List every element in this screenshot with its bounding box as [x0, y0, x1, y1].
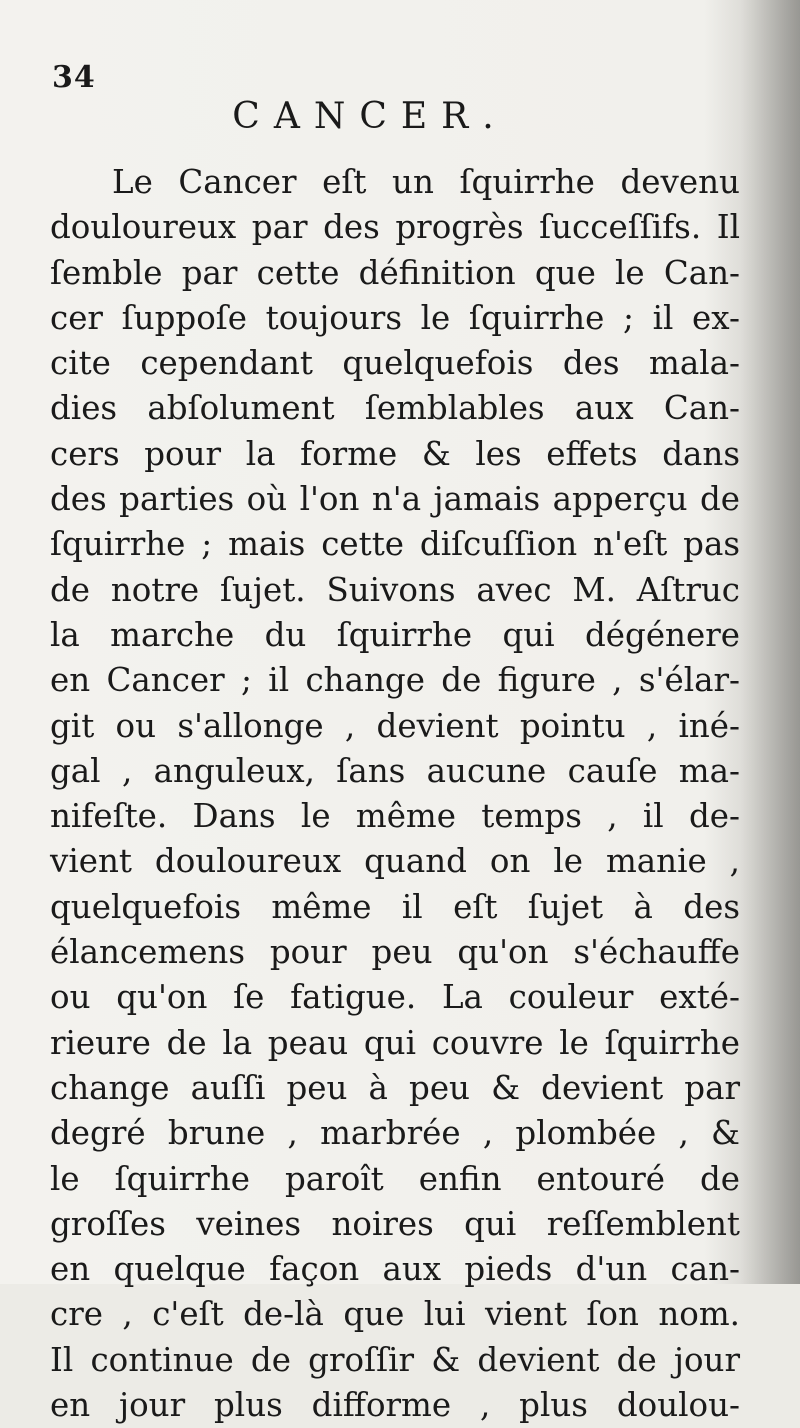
text-line: cre , c'eſt de-là que lui vient ſon nom.	[50, 1295, 740, 1334]
text-line: groſſes veines noires qui reſſemblent	[50, 1204, 740, 1243]
text-line: rieure de la peau qui couvre le ſquirrhe	[50, 1023, 740, 1062]
binding-shadow	[740, 0, 800, 1284]
text-line: gal , anguleux, ſans aucune cauſe ma-	[50, 751, 740, 790]
text-line: cer ſuppoſe toujours le ſquirrhe ; il ex-	[50, 298, 740, 337]
text-line: change auſſi peu à peu & devient par	[50, 1068, 740, 1107]
text-line: vient douloureux quand on le manie ,	[50, 842, 740, 881]
text-line: nifeſte. Dans le même temps , il de-	[50, 797, 740, 836]
text-line: cers pour la forme & les effets dans	[50, 434, 740, 473]
text-line: de notre ſujet. Suivons avec M. Aſtruc	[50, 570, 740, 609]
page-number: 34	[52, 60, 96, 95]
text-line: ſquirrhe ; mais cette diſcuſſion n'eſt pas	[50, 525, 740, 564]
text-line: des parties où l'on n'a jamais apperçu de	[50, 480, 740, 519]
text-line: la marche du ſquirrhe qui dégénere	[50, 615, 740, 654]
text-line: quelquefois même il eſt ſujet à des	[50, 887, 740, 926]
text-line: cite cependant quelquefois des mala-	[50, 344, 740, 383]
text-line: en jour plus difforme , plus doulou-	[50, 1386, 740, 1425]
chapter-heading: CANCER.	[232, 96, 508, 137]
text-line: en quelque façon aux pieds d'un can-	[50, 1250, 740, 1289]
text-line: dies abſolument ſemblables aux Can-	[50, 389, 740, 428]
text-line: degré brune , marbrée , plombée , &	[50, 1114, 740, 1153]
text-line: en Cancer ; il change de figure , s'élar-	[50, 661, 740, 700]
text-line: ſemble par cette définition que le Can-	[50, 253, 740, 292]
text-line: élancemens pour peu qu'on s'échauffe	[50, 933, 740, 972]
text-line: Il continue de groſſir & devient de jour	[50, 1340, 740, 1379]
text-line: le ſquirrhe paroît enfin entouré de	[50, 1159, 740, 1198]
text-line: git ou s'allonge , devient pointu , iné-	[50, 706, 740, 745]
text-line: ou qu'on ſe fatigue. La couleur exté-	[50, 978, 740, 1017]
text-line: Le Cancer eſt un ſquirrhe devenu	[112, 163, 740, 201]
text-line: douloureux par des progrès ſucceſſifs. Il	[50, 208, 740, 247]
body-text	[50, 160, 740, 1428]
